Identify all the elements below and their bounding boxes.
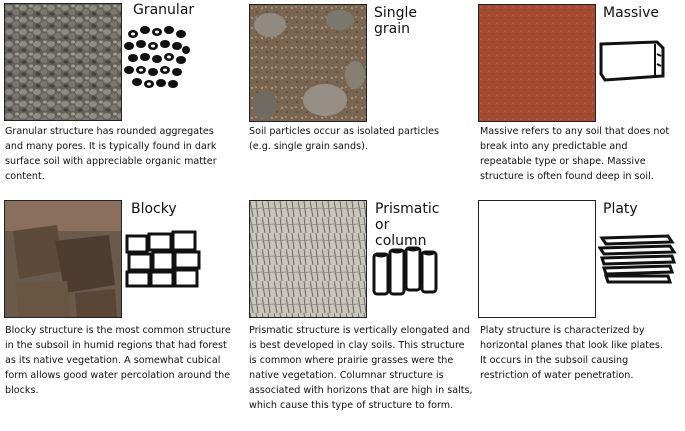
massive-title: Massive (603, 5, 660, 21)
platy-title: Platy (603, 201, 638, 217)
granular-photo (4, 3, 122, 121)
prismatic-sketch (370, 244, 446, 300)
blocky-title: Blocky (131, 201, 177, 217)
granular-sketch (123, 22, 191, 92)
platy-description: Platy structure is characterized by horizontal planes that look like plates. It occurs in the subsoil causing restriction of water penetration. (480, 325, 663, 381)
massive-photo (478, 4, 596, 122)
granular-title: Granular (133, 2, 195, 18)
single-grain-photo (249, 4, 367, 122)
single-grain-title: Single grain (374, 5, 418, 37)
massive-description: Massive refers to any soil that does not break into any predictable and repeatable type or shape. Massive structure is often found deep in soil. (480, 126, 670, 182)
blocky-sketch (123, 230, 205, 290)
prismatic-description: Prismatic structure is vertically elongated and is best developed in clay soils. This structure is common where prairie grasses were the native vegetation. Columnar structure is associated with horizons that are high in salts, which cause this type of structure to form. (249, 325, 473, 411)
prismatic-title: Prismatic or column (375, 201, 440, 249)
blocky-photo (4, 200, 122, 318)
prismatic-photo (249, 200, 367, 318)
blocky-description: Blocky structure is the most common structure in the subsoil in humid regions that had forest as its native vegetation. A somewhat cubical form allows good water percolation around the blocks. (5, 325, 231, 396)
massive-sketch (597, 40, 669, 82)
granular-description: Granular structure has rounded aggregates and many pores. It is typically found in dark surface soil with appreciable organic matter content. (5, 126, 217, 182)
platy-photo (478, 200, 596, 318)
platy-sketch (598, 232, 678, 284)
single-grain-description: Soil particles occur as isolated particles (e.g. single grain sands). (249, 126, 440, 152)
